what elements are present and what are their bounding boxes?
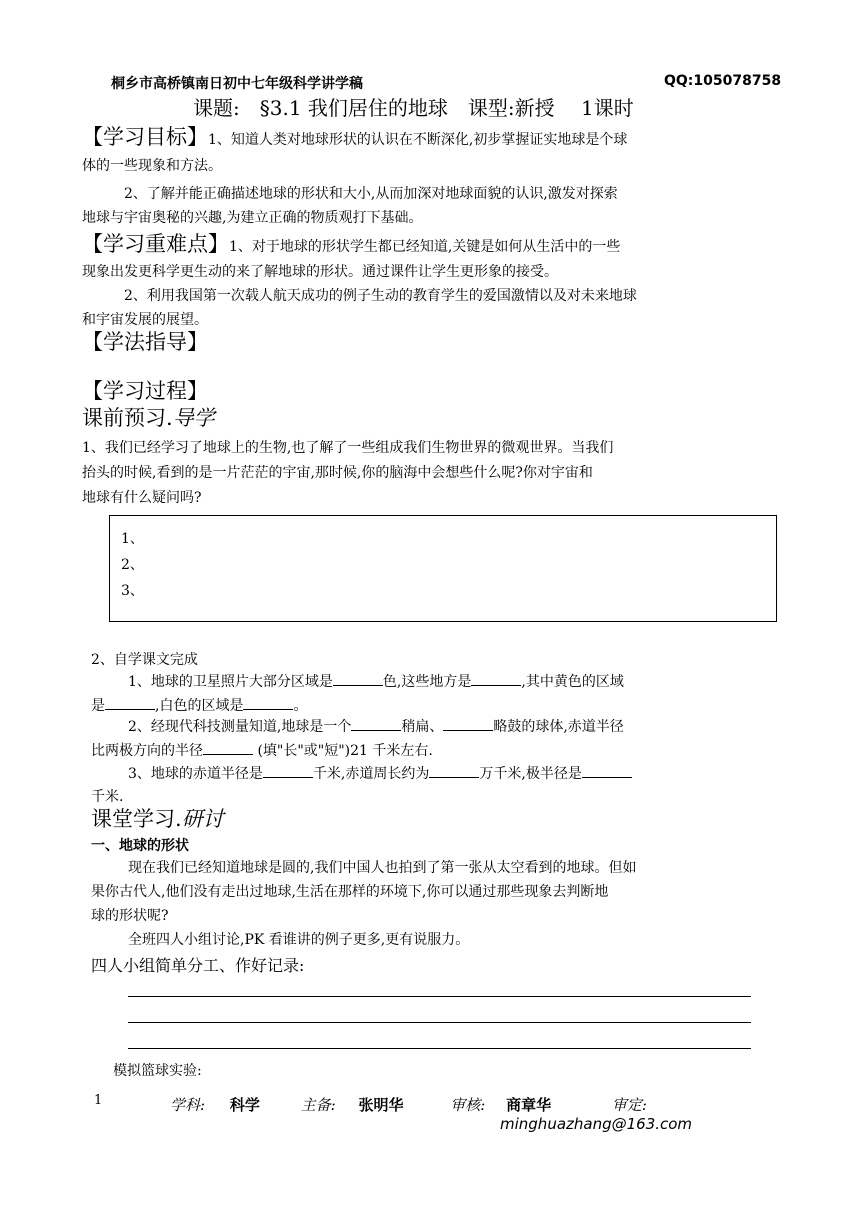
fill-2e-text: (填"长"或"短")21 千米左右. (253, 743, 433, 759)
classroom-p1-a: 现在我们已经知道地球是圆的,我们中国人也拍到了第一张从太空看到的地球。但如 (128, 860, 637, 876)
preview-q1-b: 抬头的时候,看到的是一片茫茫的宇宙,那时候,你的脑海中会想些什么呢?你对宇宙和 (82, 465, 593, 481)
fill-blank[interactable] (351, 716, 401, 731)
preview-q1-c: 地球有什么疑问吗? (82, 490, 202, 506)
fill-2c-text: 略鼓的球体,赤道半径 (493, 719, 624, 735)
record-line-1[interactable] (128, 996, 751, 997)
review-label: 审核: (450, 1096, 486, 1114)
classroom-p1-c: 球的形状呢? (91, 908, 169, 924)
difficulties-heading: 【学习重难点】 (82, 232, 229, 256)
fill-1b-text: 色,这些地方是 (382, 674, 472, 690)
section-earth-shape: 一、地球的形状 (91, 838, 189, 854)
experiment-label: 模拟篮球实验: (113, 1063, 202, 1079)
answer-item-2: 2、 (121, 557, 144, 573)
fill-blank[interactable] (105, 695, 155, 710)
lead-value: 张明华 (358, 1096, 404, 1114)
fill-blank[interactable] (471, 671, 521, 686)
classroom-heading-text: 课堂学习. (91, 807, 182, 831)
difficulties-line-1 (82, 228, 620, 258)
answer-item-3: 3、 (121, 583, 144, 599)
fill-blank[interactable] (333, 671, 383, 686)
difficulties-text-2a: 2、利用我国第一次载人航天成功的例子生动的教育学生的爱国激情以及对未来地球 (124, 288, 637, 304)
fill-2b-text: 稍扁、 (401, 719, 444, 735)
classroom-p3: 四人小组简单分工、作好记录: (91, 956, 305, 975)
lead-label: 主备: (300, 1096, 336, 1114)
fill-3c-text: 万千米,极半径是 (479, 766, 582, 782)
fill-3b-text: 千米,赤道周长约为 (312, 766, 430, 782)
fill-1-line-b (91, 695, 307, 715)
process-heading: 【学习过程】 (82, 379, 208, 403)
fill-blank[interactable] (582, 763, 632, 778)
goals-text-2b: 地球与宇宙奥秘的兴趣,为建立正确的物质观打下基础。 (82, 210, 423, 226)
goals-line-1 (82, 121, 627, 151)
subject-value: 科学 (229, 1096, 260, 1114)
record-line-2[interactable] (128, 1022, 751, 1023)
fill-blank[interactable] (243, 695, 293, 710)
preview-heading-text: 课前预习. (82, 406, 173, 430)
preview-heading (82, 402, 215, 432)
fill-blank[interactable] (203, 740, 253, 755)
fill-1-line-a (128, 671, 624, 691)
fill-2-line-a (128, 716, 624, 736)
fill-blank[interactable] (263, 763, 313, 778)
classroom-heading-italic: 研讨 (181, 807, 224, 831)
classroom-p2: 全班四人小组讨论,PK 看谁讲的例子更多,更有说服力。 (128, 932, 470, 948)
fill-1a-text: 1、地球的卫星照片大部分区域是 (128, 674, 333, 690)
fill-2d-text: 比两极方向的半径 (91, 743, 203, 759)
method-heading: 【学法指导】 (82, 330, 208, 354)
school-header: 桐乡市高桥镇南日初中七年级科学讲学稿 (111, 76, 363, 92)
difficulties-text-1b: 现象出发更科学更生动的来了解地球的形状。通过课件让学生更形象的接受。 (82, 264, 558, 280)
approve-label: 审定: (611, 1096, 647, 1114)
lesson-title: 课题: §3.1 我们居住的地球 课型:新授 1课时 (193, 96, 634, 120)
fill-2a-text: 2、经现代科技测量知道,地球是一个 (128, 719, 352, 735)
goals-text-2a: 2、了解并能正确描述地球的形状和大小,从而加深对地球面貌的认识,激发对探索 (124, 186, 618, 202)
preview-q2: 2、自学课文完成 (91, 652, 198, 668)
qq-number: QQ:105078758 (664, 73, 782, 89)
preview-q1-a: 1、我们已经学习了地球上的生物,也了解了一些组成我们生物世界的微观世界。当我们 (82, 440, 614, 456)
fill-1c-text: ,其中黄色的区域 (521, 674, 624, 690)
answer-box[interactable] (109, 515, 777, 622)
difficulties-text-1a: 1、对于地球的形状学生都已经知道,关键是如何从生活中的一些 (229, 239, 621, 255)
page-number: 1 (94, 1093, 103, 1108)
difficulties-text-2b: 和宇宙发展的展望。 (82, 312, 208, 328)
subject-label: 学科: (170, 1096, 206, 1114)
email[interactable]: minghuazhang@163.com (500, 1115, 693, 1133)
fill-1d-text: 是 (91, 698, 105, 714)
classroom-heading (91, 803, 224, 833)
answer-item-1: 1、 (121, 531, 144, 547)
fill-3-line-b: 千米. (91, 789, 124, 805)
fill-1f-text: 。 (293, 698, 308, 714)
footer-subject (170, 1094, 647, 1115)
goals-heading: 【学习目标】 (82, 125, 208, 149)
goals-text-1a: 1、知道人类对地球形状的认识在不断深化,初步掌握证实地球是个球 (208, 132, 628, 148)
reviewer-value: 商章华 (506, 1096, 552, 1114)
record-line-3[interactable] (128, 1048, 751, 1049)
fill-3a-text: 3、地球的赤道半径是 (128, 766, 263, 782)
fill-1e-text: ,白色的区域是 (155, 698, 244, 714)
fill-blank[interactable] (429, 763, 479, 778)
fill-3-line-a (128, 763, 632, 783)
classroom-p1-b: 果你古代人,他们没有走出过地球,生活在那样的环境下,你可以通过那些现象去判断地 (91, 884, 609, 900)
goals-text-1b: 体的一些现象和方法。 (82, 158, 222, 174)
preview-heading-italic: 导学 (172, 406, 215, 430)
fill-2-line-b (91, 740, 433, 760)
fill-blank[interactable] (443, 716, 493, 731)
